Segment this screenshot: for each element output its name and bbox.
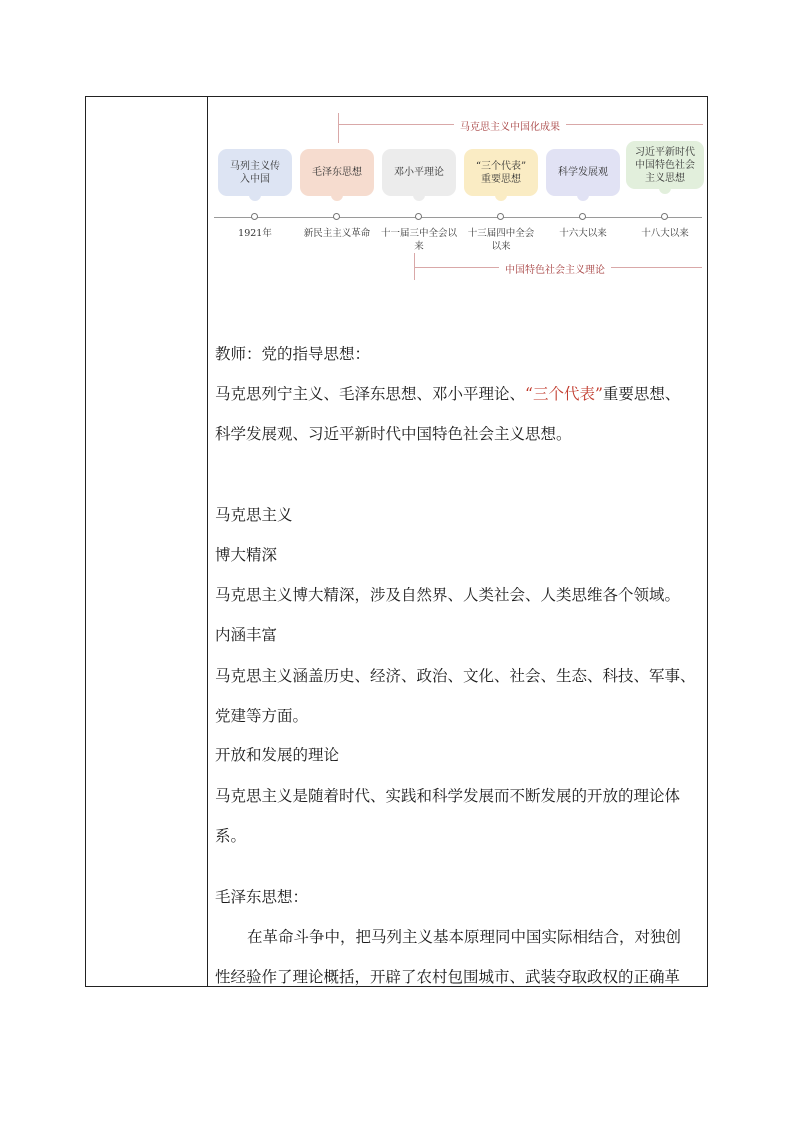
- thought-timeline-diagram: [214, 105, 704, 285]
- box-three-represents: [464, 149, 538, 196]
- box-notch: [495, 195, 507, 201]
- box-notch: [331, 195, 343, 201]
- mao-paragraph-2: 性经验作了理论概括，开辟了农村包围城市、武装夺取政权的正确革: [215, 968, 681, 986]
- box-text: 马列主义传: [230, 160, 280, 172]
- timeline-label: 十三届四中全会 以来: [467, 228, 535, 252]
- box-text: 习近平新时代: [635, 146, 695, 158]
- timeline-dot: [497, 213, 504, 220]
- timeline-dot: [661, 213, 668, 220]
- top-bracket-tick: [338, 113, 339, 143]
- box-scientific-development: [546, 149, 620, 196]
- box-marxism-introduced: [218, 149, 292, 196]
- box-notch: [659, 188, 671, 194]
- timeline-dot: [333, 213, 340, 220]
- box-text: 邓小平理论: [394, 167, 444, 178]
- timeline-dot: [251, 213, 258, 220]
- box-text: 主义思想: [645, 172, 685, 184]
- box-text: 中国特色社会: [635, 159, 695, 171]
- top-bracket-label: 马克思主义中国化成果: [454, 118, 566, 133]
- box-notch: [413, 195, 425, 201]
- paragraph-open-theory-1: 马克思主义是随着时代、实践和科学发展而不断发展的开放的理论体: [215, 787, 681, 805]
- heading-broad-profound: 博大精深: [215, 546, 278, 564]
- teacher-line: 教师：党的指导思想：: [215, 345, 371, 363]
- timeline-label: 1921年: [238, 228, 272, 239]
- box-mao-thought: [300, 149, 374, 196]
- heading-rich-content: 内涵丰富: [215, 626, 278, 644]
- timeline-label: 新民主主义革命: [303, 228, 371, 239]
- timeline-dot: [415, 213, 422, 220]
- mao-paragraph-1: 在革命斗争中，把马列主义基本原理同中国实际相结合，对独创: [247, 928, 682, 946]
- mao-thought-title: 毛泽东思想：: [215, 888, 309, 906]
- timeline-dot: [579, 213, 586, 220]
- paragraph-rich-content-2: 党建等方面。: [215, 707, 309, 725]
- content-cell: [208, 97, 707, 986]
- guiding-thought-line-2: 科学发展观、习近平新时代中国特色社会主义思想。: [215, 425, 572, 443]
- timeline-label: 十一届三中全会以 来: [380, 228, 457, 252]
- paragraph-rich-content-1: 马克思主义涵盖历史、经济、政治、文化、社会、生态、科技、军事、: [215, 667, 696, 685]
- box-notch: [249, 195, 261, 201]
- heading-open-theory: 开放和发展的理论: [215, 746, 340, 764]
- box-text: 重要思想: [480, 173, 521, 185]
- box-text: 入中国: [240, 173, 270, 185]
- box-text: 毛泽东思想: [312, 167, 362, 178]
- box-xi-thought: [626, 141, 704, 189]
- timeline-axis: [214, 217, 702, 218]
- marxism-title: 马克思主义: [215, 506, 293, 524]
- paragraph-open-theory-2: 系。: [215, 827, 247, 845]
- timeline-label: 十六大以来: [559, 228, 607, 239]
- guiding-text: 重要思想、: [602, 385, 681, 403]
- guiding-text: 马克思列宁主义、毛泽东思想、邓小平理论、: [215, 385, 526, 403]
- box-notch: [577, 195, 589, 201]
- guiding-thought-line-1: [215, 382, 680, 404]
- bottom-bracket-label: 中国特色社会主义理论: [499, 261, 611, 276]
- box-text: “三个代表”: [475, 160, 527, 172]
- paragraph-broad-profound: 马克思主义博大精深，涉及自然界、人类社会、人类思维各个领域。: [215, 586, 681, 604]
- box-text: 科学发展观: [558, 167, 608, 178]
- timeline-label: 十八大以来: [641, 228, 689, 239]
- three-represents-highlight: “三个代表”: [525, 385, 603, 403]
- lesson-table: [85, 96, 708, 987]
- box-deng-theory: [382, 149, 456, 196]
